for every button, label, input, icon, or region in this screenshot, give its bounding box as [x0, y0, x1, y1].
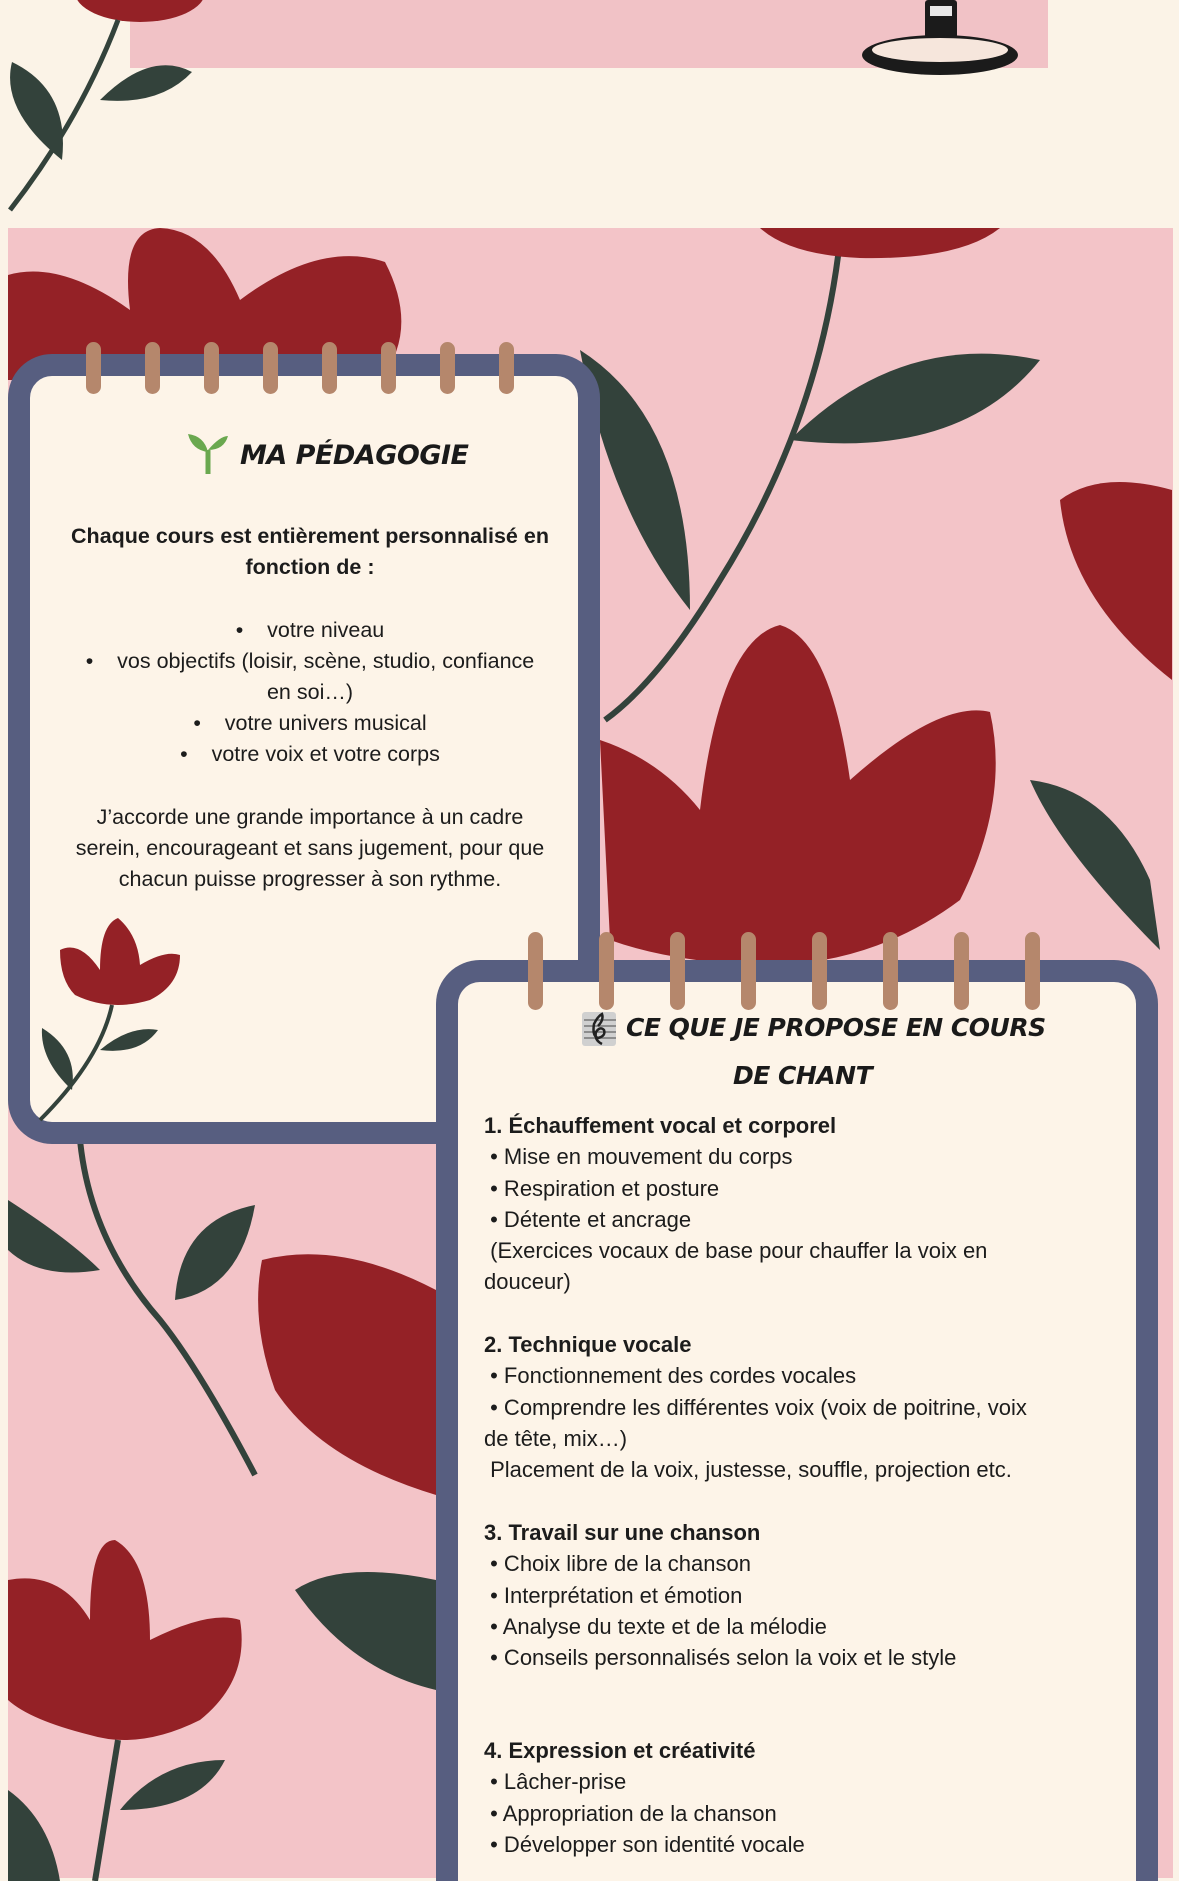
section-3 — [484, 1517, 1104, 1673]
intro-line-2: fonction de : — [245, 555, 375, 579]
bullet: • — [85, 649, 118, 673]
spiral-ring — [204, 342, 219, 394]
spiral-ring — [499, 342, 514, 394]
list-item — [30, 646, 590, 677]
section-line: douceur) — [484, 1269, 571, 1295]
list-item — [30, 615, 590, 646]
section-line: • Mise en mouvement du corps — [484, 1144, 793, 1170]
list-item — [30, 708, 590, 739]
section-line: • Respiration et posture — [484, 1175, 720, 1201]
section-line: • Comprendre les différentes voix (voix de poitrine, voix — [484, 1394, 1027, 1420]
spiral-ring — [528, 932, 543, 1010]
list-item — [30, 739, 590, 770]
spiral-ring — [145, 342, 160, 394]
flower-center-large — [600, 625, 996, 965]
section-line: • Fonctionnement des cordes vocales — [484, 1363, 857, 1389]
spiral-ring — [440, 342, 455, 394]
list-item-text: vos objectifs (loisir, scène, studio, confiance — [117, 649, 535, 673]
flower-left-bottom — [8, 1140, 436, 1495]
bullet: • — [193, 711, 225, 735]
spiral-ring — [670, 932, 685, 1010]
section-heading: 2. Technique vocale — [484, 1332, 692, 1357]
section-line: • Conseils personnalisés selon la voix et le style — [484, 1645, 957, 1671]
list-item-text: votre univers musical — [224, 711, 427, 735]
section-heading: 1. Échauffement vocal et corporel — [484, 1113, 837, 1138]
music-clef-icon — [582, 1010, 618, 1048]
section-line: • Analyse du texte et de la mélodie — [484, 1613, 827, 1639]
spiral-ring — [741, 932, 756, 1010]
section-line: • Appropriation de la chanson — [484, 1800, 777, 1826]
spiral-ring — [263, 342, 278, 394]
flower-right-edge — [1030, 482, 1172, 950]
section-4 — [484, 1735, 1104, 1860]
bullet: • — [235, 618, 268, 642]
section-1 — [484, 1110, 1104, 1298]
flower-bottom-left — [8, 1540, 436, 1881]
card1-spiral-rings — [86, 342, 514, 394]
paragraph-line: chacun puisse progresser à son rythme. — [118, 867, 502, 891]
section-line: • Lâcher-prise — [484, 1769, 627, 1795]
section-line: • Choix libre de la chanson — [484, 1551, 751, 1577]
paragraph-line: J’accorde une grande importance à un cadre — [96, 805, 524, 829]
section-line: de tête, mix…) — [484, 1425, 628, 1451]
section-2 — [484, 1329, 1104, 1485]
spiral-ring — [883, 932, 898, 1010]
section-line: • Développer son identité vocale — [484, 1831, 805, 1857]
spiral-ring — [954, 932, 969, 1010]
flower-top-right-stem — [580, 228, 1040, 720]
spiral-ring — [599, 932, 614, 1010]
card2-spiral-rings — [528, 932, 1040, 1010]
bullet: • — [180, 742, 212, 766]
courses-title-line-1: CE QUE JE PROPOSE EN COURS — [626, 1013, 1046, 1042]
spiral-ring — [322, 342, 337, 394]
section-line: (Exercices vocaux de base pour chauffer la voix en — [484, 1238, 988, 1264]
section-heading: 4. Expression et créativité — [484, 1738, 756, 1763]
spiral-ring — [812, 932, 827, 1010]
list-item-text: votre voix et votre corps — [211, 742, 440, 766]
spiral-ring — [381, 342, 396, 394]
intro-line-1: Chaque cours est entièrement personnalisé en — [71, 524, 549, 548]
spiral-ring — [1025, 932, 1040, 1010]
section-heading: 3. Travail sur une chanson — [484, 1520, 761, 1545]
section-line: • Interprétation et émotion — [484, 1582, 743, 1608]
section-line: Placement de la voix, justesse, souffle, projection etc. — [484, 1457, 1012, 1483]
sprout-icon — [184, 428, 230, 476]
list-item-continued: en soi…) — [266, 680, 354, 704]
spiral-ring — [86, 342, 101, 394]
courses-title-line-2: DE CHANT — [733, 1061, 873, 1090]
pedagogy-title: MA PÉDAGOGIE — [240, 440, 469, 471]
paragraph-line: serein, encourageant et sans jugement, pour que — [75, 836, 545, 860]
section-line: • Détente et ancrage — [484, 1206, 692, 1232]
list-item-text: votre niveau — [267, 618, 385, 642]
